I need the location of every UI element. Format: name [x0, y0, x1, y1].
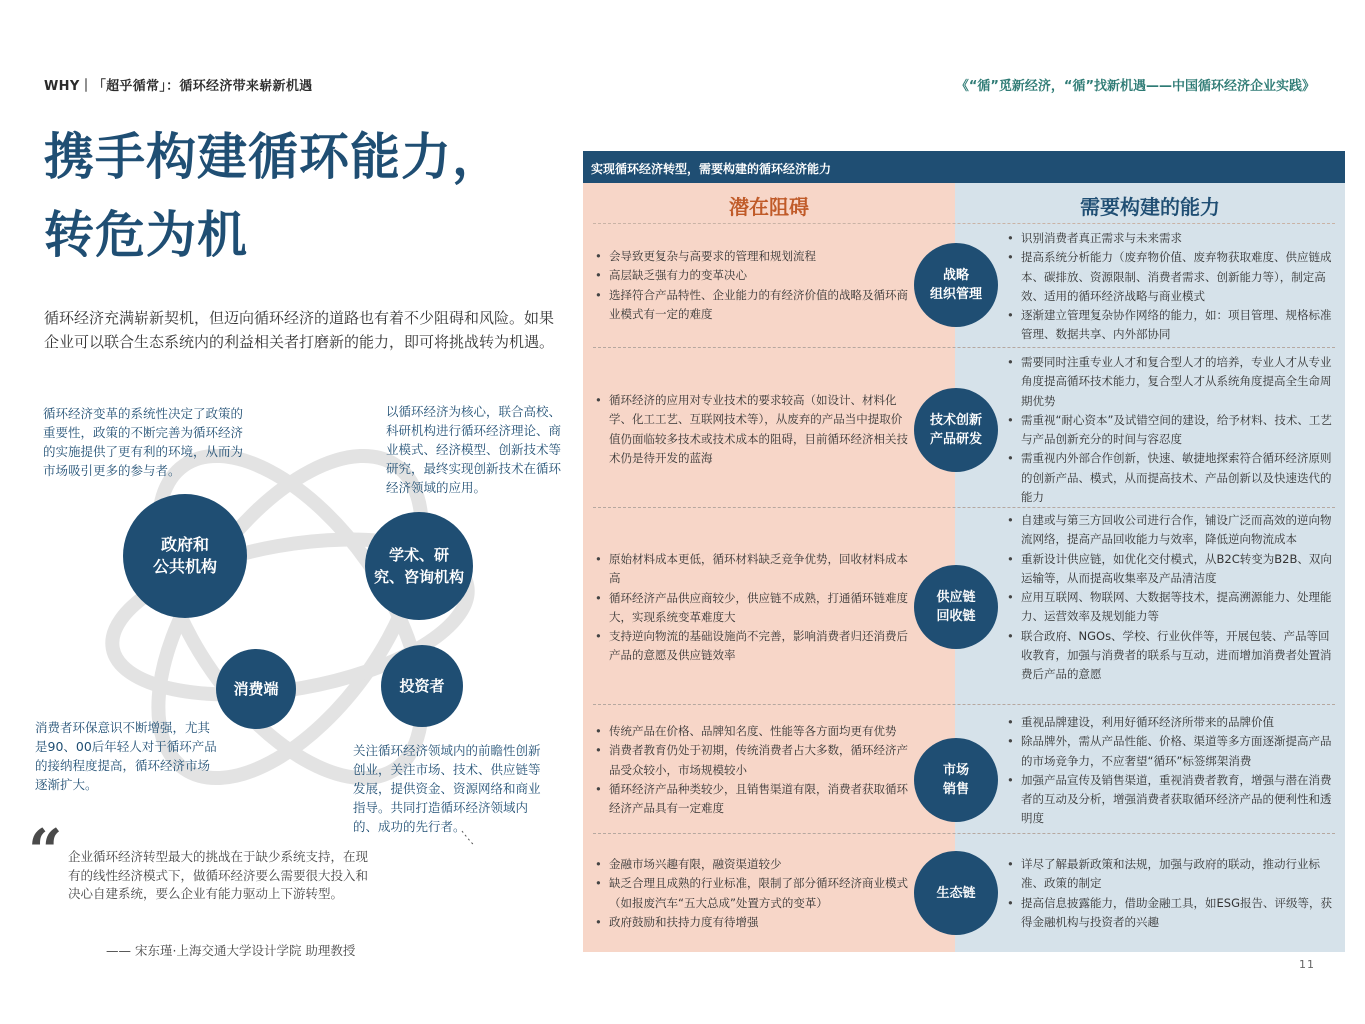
row-label-text: 生态链 [936, 885, 976, 901]
row-label-technology [914, 388, 998, 472]
row-label-text: 供应链 回收链 [936, 590, 976, 624]
node-investor-label: 投资者 [399, 677, 445, 695]
obstacles-column-title: 潜在阻碍 [729, 195, 809, 219]
list-item: • 传统产品在价格、品牌知名度、性能等各方面均更有优势 [593, 722, 913, 741]
annotation-consumer: 消费者环保意识不断增强，尤其是90、00后年轻人对于循环产品的接纳程度提高，循环经济市场逐渐扩大。 [35, 720, 217, 792]
capabilities-ecosystem [1005, 855, 1335, 932]
list-item: • 需要同时注重专业人才和复合型人才的培养，专业人才从专业角度提高循环技术能力，复合型人才从系统角度提高全生命周期优势 [1005, 353, 1335, 411]
list-item: • 联合政府、NGOs、学校、行业伙伴等，开展包装、产品等回收教育，加强与消费者的联系与互动，进而增加消费者处置消费后产品的意愿 [1005, 627, 1335, 685]
capabilities-strategy [1005, 229, 1335, 345]
row-label-text: 技术创新 产品研发 [929, 413, 982, 447]
page-number: 11 [1299, 958, 1315, 971]
panel-heading: 实现循环经济转型，需要构建的循环经济能力 [583, 151, 1345, 183]
list-item: • 选择符合产品特性、企业能力的有经济价值的战略及循环商业模式有一定的难度 [593, 286, 913, 325]
list-item: • 逐渐建立管理复杂协作网络的能力，如：项目管理、规格标准管理、数据共享、内外部协同 [1005, 306, 1335, 345]
list-item: • 详尽了解最新政策和法规，加强与政府的联动，推动行业标准、政策的制定 [1005, 855, 1335, 894]
list-item: • 政府鼓励和扶持力度有待增强 [593, 913, 913, 932]
node-academia-label: 学术、研 究、咨询机构 [373, 546, 464, 586]
list-item: • 自建或与第三方回收公司进行合作，铺设广泛而高效的逆向物流网络，提高产品回收能力与效率，降低逆向物流成本 [1005, 511, 1335, 550]
row-label-text: 市场 销售 [942, 763, 969, 797]
obstacles-technology [593, 391, 913, 468]
header-section-label: WHY｜「超乎循常」：循环经济带来崭新机遇 [44, 79, 313, 94]
list-item: • 循环经济的应用对专业技术的要求较高（如设计、材料化学、化工工艺、互联网技术等），从废弃的产品当中提取价值仍面临较多技术或技术成本的阻碍，目前循环经济相关技术仍是待开发的蓝海 [593, 391, 913, 468]
row-label-supply-chain [914, 565, 998, 649]
list-item: • 除品牌外，需从产品性能、价格、渠道等多方面逐渐提高产品的市场竞争力，不应奢望“循环”标签绑架消费 [1005, 732, 1335, 771]
page-title [44, 118, 503, 274]
node-academia [365, 512, 473, 620]
node-investor [381, 645, 463, 727]
list-item: • 加强产品宣传及销售渠道，重视消费者教育，增强与潜在消费者的互动及分析，增强消费者获取循环经济产品的便利性和透明度 [1005, 771, 1335, 829]
row-divider [593, 223, 1335, 224]
row-label-ecosystem [914, 851, 998, 935]
header-report-title: 《“循”觅新经济，“循”找新机遇——中国循环经济企业实践》 [955, 79, 1315, 94]
list-item: • 会导致更复杂与高要求的管理和规划流程 [593, 247, 913, 266]
row-divider [593, 347, 1335, 348]
row-divider [593, 704, 1335, 705]
obstacles-supply-chain [593, 550, 913, 666]
list-item: • 消费者教育仍处于初期，传统消费者占大多数，循环经济产品受众较小，市场规模较小 [593, 741, 913, 780]
list-item: • 重视品牌建设，利用好循环经济所带来的品牌价值 [1005, 713, 1335, 732]
capabilities-column-title: 需要构建的能力 [1080, 195, 1220, 219]
page-title-line1: 携手构建循环能力， [44, 128, 503, 186]
list-item: • 金融市场兴趣有限，融资渠道较少 [593, 855, 913, 874]
node-consumer-label: 消费端 [233, 680, 279, 698]
list-item: • 原始材料成本更低，循环材料缺乏竞争优势，回收材料成本高 [593, 550, 913, 589]
quote-author: —— 宋东瑾·上海交通大学设计学院 助理教授 [106, 943, 356, 958]
list-item: • 应用互联网、物联网、大数据等技术，提高溯源能力、处理能力、运营效率及规划能力等 [1005, 588, 1335, 627]
list-item: • 支持逆向物流的基础设施尚不完善，影响消费者归还消费后产品的意愿及供应链效率 [593, 627, 913, 666]
quote-text: 企业循环经济转型最大的挑战在于缺少系统支持，在现有的线性经济模式下，做循环经济要么需要很大投入和决心自建系统，要么企业有能力驱动上下游转型。 [68, 849, 369, 901]
quote-mark-icon: “ [28, 817, 63, 887]
row-label-text: 战略 组织管理 [929, 268, 982, 302]
capability-panel [583, 151, 1345, 952]
page-title-line2: 转危为机 [44, 206, 248, 264]
node-government [123, 494, 247, 618]
node-consumer [216, 649, 296, 729]
list-item: • 缺乏合理且成熟的行业标准，限制了部分循环经济商业模式（如报废汽车“五大总成”处置方式的变革） [593, 874, 913, 913]
annotation-government: 循环经济变革的系统性决定了政策的重要性，政策的不断完善为循环经济的实施提供了更有利的环境，从而为市场吸引更多的参与者。 [43, 406, 244, 478]
list-item: • 高层缺乏强有力的变革决心 [593, 266, 913, 285]
capabilities-technology [1005, 353, 1335, 507]
obstacles-marketing [593, 722, 913, 818]
capabilities-marketing [1005, 713, 1335, 829]
list-item: • 重新设计供应链，如优化交付模式，从B2C转变为B2B、双向运输等，从而提高收集率及产品清洁度 [1005, 550, 1335, 589]
annotation-investor: 关注循环经济领域内的前瞻性创新创业，关注市场、技术、供应链等发展，提供资金、资源网络和商业指导。共同打造循环经济领域内的、成功的先行者。 [353, 743, 541, 834]
row-label-strategy [914, 243, 998, 327]
list-item: • 提高系统分析能力（废弃物价值、废弃物获取难度、供应链成本、碳排放、资源限制、消费者需求、创新能力等），制定高效、适用的循环经济战略与商业模式 [1005, 248, 1335, 306]
row-divider [593, 833, 1335, 834]
intro-paragraph: 循环经济充满崭新契机，但迈向循环经济的道路也有着不少阻碍和风险。如果企业可以联合生态系统内的利益相关者打磨新的能力，即可将挑战转为机遇。 [44, 309, 555, 351]
capabilities-supply-chain [1005, 511, 1335, 685]
node-government-label: 政府和 公共机构 [152, 535, 217, 576]
annotation-academia: 以循环经济为核心，联合高校、科研机构进行循环经济理论、商业模式、经济模型、创新技术等研究，最终实现创新技术在循环经济领域的应用。 [386, 404, 562, 495]
obstacles-strategy [593, 247, 913, 324]
row-label-marketing [914, 738, 998, 822]
list-item: • 需重视“耐心资本”及试错空间的建设，给予材料、技术、工艺与产品创新充分的时间与容忍度 [1005, 411, 1335, 450]
list-item: • 识别消费者真正需求与未来需求 [1005, 229, 1335, 248]
list-item: • 循环经济产品供应商较少，供应链不成熟，打通循环链难度大，实现系统变革难度大 [593, 589, 913, 628]
list-item: • 提高信息披露能力，借助金融工具，如ESG报告、评级等，获得金融机构与投资者的兴趣 [1005, 894, 1335, 933]
stakeholder-diagram [0, 395, 580, 845]
obstacles-ecosystem [593, 855, 913, 932]
list-item: • 循环经济产品种类较少，且销售渠道有限，消费者获取循环经济产品具有一定难度 [593, 780, 913, 819]
list-item: • 需重视内外部合作创新，快速、敏捷地探索符合循环经济原则的创新产品、模式，从而提高技术、产品创新以及快速迭代的能力 [1005, 449, 1335, 507]
